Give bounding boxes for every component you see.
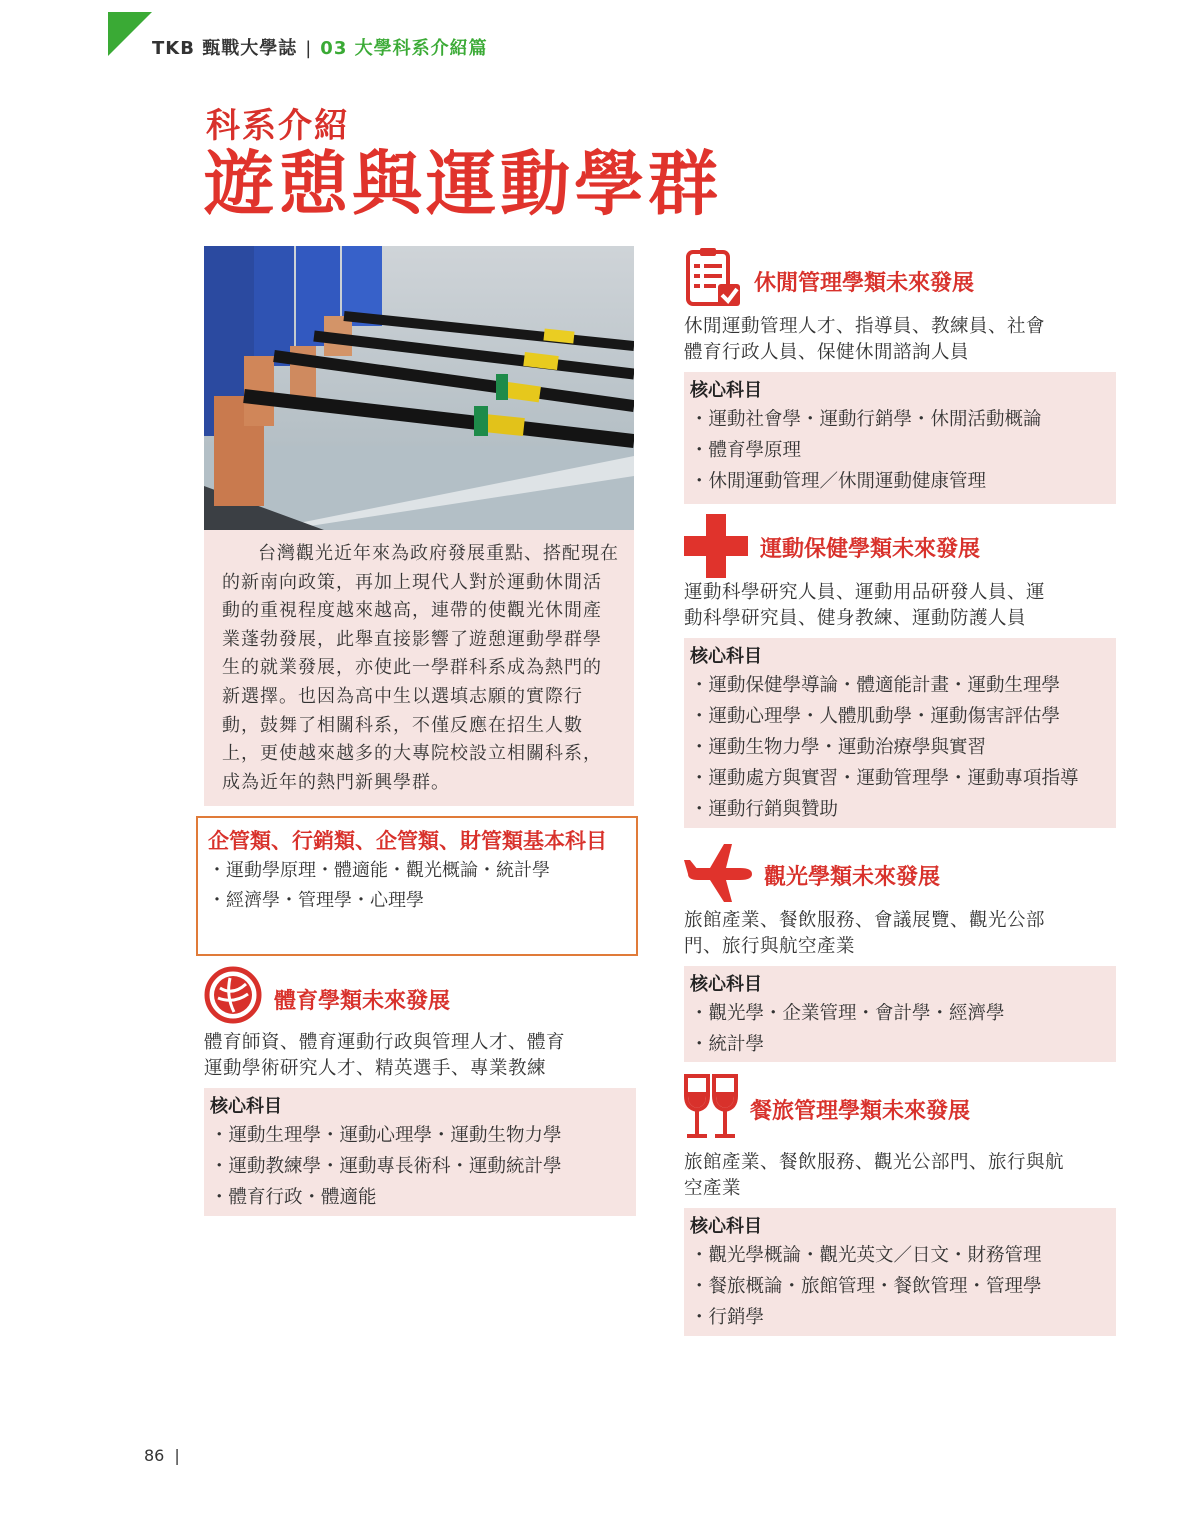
- career-list: [684, 314, 1116, 366]
- section-hospitality: [684, 1074, 1116, 1336]
- core-subject-line: ・ 餐旅概論・旅館管理・餐飲管理・管理學: [690, 1271, 1108, 1302]
- section-header: [684, 246, 1116, 314]
- core-subjects-label: 核心科目: [210, 1096, 282, 1117]
- core-subject-line: ・ 休閒運動管理／休閒運動健康管理: [690, 466, 1108, 497]
- page-number-value: 86: [144, 1446, 165, 1465]
- core-subject-line: ・ 統計學: [690, 1029, 1108, 1060]
- core-subjects-label: 核心科目: [690, 974, 762, 995]
- medical-cross-icon: [684, 514, 748, 582]
- running-header: [152, 34, 488, 60]
- intro-text: 台灣觀光近年來為政府發展重點、搭配現在的新南向政策，再加上現代人對於運動休閒活動的重視程度越來越高，連帶的使觀光休閒產業蓬勃發展，此舉直接影響了遊憩運動學群學生的就業發展，亦使此一學群科系成為熱門的新選擇。也因為高中生以選填志願的實際行動，鼓舞了相關科系，不僅反應在招生人數上，更使越來越多的大專院校設立相關科系，成為近年的熱門新興學群。: [222, 543, 619, 793]
- section-tourism: [684, 842, 1116, 1062]
- section-name: 03 大學科系介紹篇: [320, 38, 488, 59]
- career-line: 休閒運動管理人才、指導員、教練員、社會: [684, 316, 1046, 337]
- core-subject-line: ・ 觀光學概論・觀光英文／日文・財務管理: [690, 1240, 1108, 1271]
- core-subject-line: ・ 運動生理學・運動心理學・運動生物力學: [210, 1120, 628, 1151]
- rowing-photo: [204, 246, 634, 530]
- basic-subjects-box: [196, 816, 638, 956]
- page-eyebrow: 科系介紹: [206, 106, 350, 146]
- career-line: 空產業: [684, 1178, 742, 1199]
- section-header: [684, 514, 1116, 580]
- career-line: 運動學術研究人才、精英選手、專業教練: [204, 1058, 547, 1079]
- section-header: [204, 966, 636, 1030]
- airplane-icon: [684, 842, 754, 906]
- clipboard-check-icon: [684, 246, 744, 314]
- section-health: [684, 514, 1116, 828]
- section-header: [684, 842, 1116, 908]
- career-line: 體育師資、體育運動行政與管理人才、體育: [204, 1032, 566, 1053]
- career-list: [204, 1030, 636, 1082]
- career-line: 運動科學研究人員、運動用品研發人員、運: [684, 582, 1046, 603]
- section-title: 運動保健學類未來發展: [760, 537, 981, 562]
- career-list: [684, 1150, 1116, 1202]
- career-list: [684, 908, 1116, 960]
- core-subjects-panel: [684, 638, 1116, 828]
- core-subject-line: ・ 運動社會學・運動行銷學・休閒活動概論: [690, 404, 1108, 435]
- section-title: 餐旅管理學類未來發展: [750, 1099, 971, 1124]
- corner-tab-decoration: [108, 12, 152, 56]
- section-title: 體育學類未來發展: [274, 989, 451, 1014]
- career-line: 動科學研究員、健身教練、運動防護人員: [684, 608, 1027, 629]
- page-title: 遊憩與運動學群: [204, 143, 722, 225]
- core-subject-line: ・ 運動處方與實習・運動管理學・運動專項指導: [690, 763, 1108, 794]
- volleyball-icon: [204, 966, 262, 1028]
- core-subject-line: ・ 運動行銷與贊助: [690, 794, 1108, 825]
- core-subject-line: ・ 觀光學・企業管理・會計學・經濟學: [690, 998, 1108, 1029]
- core-subjects-panel: [684, 372, 1116, 504]
- page-number-bar: |: [174, 1446, 180, 1465]
- section-header: [684, 1074, 1116, 1150]
- core-subjects-label: 核心科目: [690, 646, 762, 667]
- career-line: 旅館產業、餐飲服務、會議展覽、觀光公部: [684, 910, 1046, 931]
- core-subject-line: ・ 運動保健學導論・體適能計畫・運動生理學: [690, 670, 1108, 701]
- core-subject-line: ・ 運動生物力學・運動治療學與實習: [690, 732, 1108, 763]
- core-subject-line: ・ 體育行政・體適能: [210, 1182, 628, 1213]
- intro-panel: [204, 530, 634, 806]
- core-subjects-panel: [684, 966, 1116, 1062]
- core-subjects-label: 核心科目: [690, 1216, 762, 1237]
- rowing-illustration: [204, 246, 634, 530]
- page-number: [144, 1446, 180, 1465]
- basic-subjects-line: ・經濟學・管理學・心理學: [208, 890, 424, 911]
- section-pe: [204, 966, 636, 1216]
- core-subjects-panel: [684, 1208, 1116, 1336]
- section-title: 休閒管理學類未來發展: [754, 271, 975, 296]
- career-line: 體育行政人員、保健休閒諮詢人員: [684, 342, 970, 363]
- magazine-brand: TKB 甄戰大學誌: [152, 38, 298, 59]
- core-subject-line: ・ 運動心理學・人體肌動學・運動傷害評估學: [690, 701, 1108, 732]
- core-subject-line: ・ 行銷學: [690, 1302, 1108, 1333]
- wine-glasses-icon: [684, 1074, 740, 1146]
- core-subject-line: ・ 體育學原理: [690, 435, 1108, 466]
- section-title: 觀光學類未來發展: [764, 865, 941, 890]
- basic-subjects-line: ・運動學原理・體適能・觀光概論・統計學: [208, 860, 550, 881]
- section-leisure: [684, 246, 1116, 504]
- core-subjects-panel: [204, 1088, 636, 1216]
- basic-subjects-title: 企管類、行銷類、企管類、財管類基本科目: [208, 829, 607, 853]
- career-line: 門、旅行與航空產業: [684, 936, 856, 957]
- core-subjects-label: 核心科目: [690, 380, 762, 401]
- career-line: 旅館產業、餐飲服務、觀光公部門、旅行與航: [684, 1152, 1065, 1173]
- header-separator: |: [305, 38, 313, 59]
- core-subject-line: ・ 運動教練學・運動專長術科・運動統計學: [210, 1151, 628, 1182]
- career-list: [684, 580, 1116, 632]
